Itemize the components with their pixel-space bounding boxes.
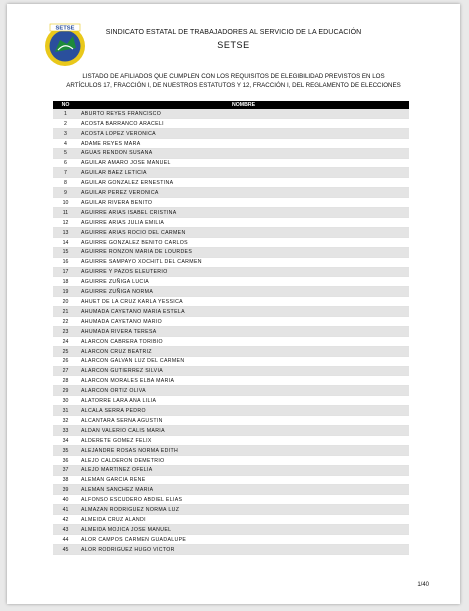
table-row <box>53 317 409 327</box>
table-row <box>53 268 409 278</box>
table-row <box>53 307 409 317</box>
page-number: 1/40 <box>417 582 429 588</box>
row-number: 18 <box>62 279 69 286</box>
row-name: AGUIRRE ARIAS ISABEL CRISTINA <box>81 209 177 216</box>
table-row <box>53 367 409 377</box>
row-number: 20 <box>62 299 69 306</box>
table-row <box>53 485 409 495</box>
table-row <box>53 178 409 188</box>
row-number: 2 <box>64 120 67 127</box>
row-name: AGUAS RENDON SUSANA <box>81 150 153 157</box>
table-row <box>53 119 409 129</box>
table-row <box>53 327 409 337</box>
table-header <box>53 101 409 109</box>
row-name: ALARCON MORALES ELBA MARIA <box>81 378 175 385</box>
row-number: 32 <box>62 417 69 424</box>
row-name: AGUILAR GONZALEZ ERNESTINA <box>81 180 174 187</box>
svg-text:SETSE: SETSE <box>55 25 75 32</box>
row-name: ALMEIDA CRUZ ALANDI <box>81 516 146 523</box>
document-title <box>37 72 430 90</box>
table-row <box>53 505 409 515</box>
table-row <box>53 188 409 198</box>
row-number: 17 <box>62 269 69 276</box>
row-number: 25 <box>62 348 69 355</box>
table-row <box>53 347 409 357</box>
table-row <box>53 168 409 178</box>
row-number: 13 <box>62 229 69 236</box>
row-name: AGUIRRE ARIAS ROCIO DEL CARMEN <box>81 229 186 236</box>
table-row <box>53 297 409 307</box>
row-number: 5 <box>64 150 67 157</box>
row-name: AHUMADA CAYETANO MARIA ESTELA <box>81 308 185 315</box>
row-name: ALEMAN SANCHEZ MARIA <box>81 487 154 494</box>
row-name: AGUIRRE Y PAZOS ELEUTERIO <box>81 269 168 276</box>
row-name: AGUIRRE RONZON MARIA DE LOURDES <box>81 249 193 256</box>
table-row <box>53 446 409 456</box>
table-row <box>53 476 409 486</box>
table-row <box>53 396 409 406</box>
row-name: ABURTO REYES FRANCISCO <box>81 110 162 117</box>
row-number: 43 <box>62 526 69 533</box>
row-name: ADAME REYES MARA <box>81 140 141 147</box>
row-name: AGUILAR RIVERA BENITO <box>81 199 153 206</box>
table-row <box>53 287 409 297</box>
table-row <box>53 139 409 149</box>
row-number: 41 <box>62 507 69 514</box>
row-number: 26 <box>62 358 69 365</box>
row-number: 23 <box>62 328 69 335</box>
row-number: 22 <box>62 318 69 325</box>
row-number: 33 <box>62 427 69 434</box>
row-number: 12 <box>62 219 69 226</box>
row-name: ALARCON GUTIERREZ SILVIA <box>81 368 164 375</box>
row-number: 37 <box>62 467 69 474</box>
row-number: 38 <box>62 477 69 484</box>
table-row <box>53 208 409 218</box>
table-row <box>53 258 409 268</box>
row-name: AGUILAR PEREZ VERONICA <box>81 190 159 197</box>
table-row <box>53 129 409 139</box>
table-row <box>53 149 409 159</box>
row-name: ALMEIDA MOJICA JOSE MANUEL <box>81 526 172 533</box>
table-row <box>53 357 409 367</box>
table-row <box>53 238 409 248</box>
table-row <box>53 198 409 208</box>
affiliates-table <box>53 101 409 555</box>
row-name: ACOSTA LOPEZ VERONICA <box>81 130 156 137</box>
row-name: ALOR CAMPOS CARMEN GUADALUPE <box>81 536 187 543</box>
table-row <box>53 436 409 446</box>
row-name: AGUIRRE ARIAS JULIA EMILIA <box>81 219 165 226</box>
row-number: 6 <box>64 160 67 167</box>
row-name: ALARCON ORTIZ OLIVA <box>81 388 146 395</box>
row-name: ALEJO CALDERON DEMETRIO <box>81 457 165 464</box>
row-name: AGUIRRE ZUÑIGA LUCIA <box>81 279 150 286</box>
organization-acronym: SETSE <box>217 40 250 50</box>
row-number: 8 <box>64 180 67 187</box>
table-row <box>53 515 409 525</box>
row-number: 34 <box>62 437 69 444</box>
row-name: AGUIRRE SAMPAYO XOCHITL DEL CARMEN <box>81 259 202 266</box>
row-number: 11 <box>62 209 69 216</box>
row-name: ACOSTA BARRANCO ARACELI <box>81 120 164 127</box>
row-name: ALEJO MARTINEZ OFELIA <box>81 467 153 474</box>
row-name: ALCALA SERRA PEDRO <box>81 407 146 414</box>
row-number: 31 <box>62 407 69 414</box>
table-row <box>53 456 409 466</box>
row-name: AHUET DE LA CRUZ KARLA YESSICA <box>81 299 183 306</box>
table-row <box>53 337 409 347</box>
row-number: 3 <box>64 130 67 137</box>
row-number: 36 <box>62 457 69 464</box>
document-page <box>7 4 460 604</box>
row-number: 35 <box>62 447 69 454</box>
row-name: AGUIRRE ZUÑIGA NORMA <box>81 289 154 296</box>
row-number: 45 <box>62 546 69 553</box>
table-row <box>53 495 409 505</box>
column-header-name: NOMBRE <box>231 102 256 108</box>
row-number: 15 <box>62 249 69 256</box>
row-name: ALMAZAN RODRIGUEZ NORMA LUZ <box>81 507 180 514</box>
row-name: AHUMADA RIVERA TERESA <box>81 328 157 335</box>
row-number: 19 <box>62 289 69 296</box>
row-name: AGUIRRE GONZALEZ BENITO CARLOS <box>81 239 188 246</box>
table-row <box>53 545 409 555</box>
table-row <box>53 228 409 238</box>
row-name: ALDAN VALERIO CALIS MARIA <box>81 427 165 434</box>
row-number: 14 <box>62 239 69 246</box>
row-name: ALDERETE GOMEZ FELIX <box>81 437 152 444</box>
table-row <box>53 376 409 386</box>
row-name: ALFONSO ESCUDERO ABDIEL ELIAS <box>81 497 183 504</box>
table-row <box>53 248 409 258</box>
row-number: 4 <box>64 140 67 147</box>
table-row <box>53 277 409 287</box>
row-name: ALATORRE LARA ANA LILIA <box>81 398 157 405</box>
row-name: ALARCON GALVAN LUZ DEL CARMEN <box>81 358 185 365</box>
table-row <box>53 426 409 436</box>
row-number: 10 <box>62 199 69 206</box>
table-body <box>53 109 409 555</box>
row-number: 21 <box>62 308 69 315</box>
row-number: 9 <box>64 190 67 197</box>
table-row <box>53 416 409 426</box>
row-number: 42 <box>62 516 69 523</box>
document-title-line2: ARTÍCULOS 17, FRACCIÓN I, DE NUESTROS ESTATUTOS Y 12, FRACCIÓN I, DEL REGLAMENTO DE ELECCIONES <box>66 82 401 89</box>
column-header-no: NO <box>61 102 70 108</box>
row-number: 1 <box>64 110 67 117</box>
row-number: 44 <box>62 536 69 543</box>
document-title-line1: LISTADO DE AFILIADOS QUE CUMPLEN CON LOS REQUISITOS DE ELEGIBILIDAD PREVISTOS EN LOS <box>82 73 385 80</box>
row-name: ALARCON CABRERA TORIBIO <box>81 338 163 345</box>
table-row <box>53 218 409 228</box>
row-name: AGUILAR AMARO JOSE MANUEL <box>81 160 171 167</box>
row-name: ALARCON CRUZ BEATRIZ <box>81 348 152 355</box>
row-number: 7 <box>64 170 67 177</box>
table-row <box>53 535 409 545</box>
table-row <box>53 525 409 535</box>
row-number: 29 <box>62 388 69 395</box>
table-row <box>53 159 409 169</box>
row-name: AHUMADA CAYETANO MARIO <box>81 318 163 325</box>
table-row <box>53 466 409 476</box>
table-row <box>53 109 409 119</box>
row-name: ALCANTARA SERNA AGUSTIN <box>81 417 163 424</box>
row-name: ALOR RODRIGUEZ HUGO VICTOR <box>81 546 175 553</box>
row-number: 28 <box>62 378 69 385</box>
row-number: 16 <box>62 259 69 266</box>
organization-name: SINDICATO ESTATAL DE TRABAJADORES AL SERVICIO DE LA EDUCACIÓN <box>105 29 362 36</box>
row-number: 24 <box>62 338 69 345</box>
row-number: 30 <box>62 398 69 405</box>
row-number: 40 <box>62 497 69 504</box>
table-row <box>53 406 409 416</box>
row-name: ALEJANDRE ROSAS NORMA EDITH <box>81 447 179 454</box>
row-name: AGUILAR BAEZ LETICIA <box>81 170 147 177</box>
row-number: 27 <box>62 368 69 375</box>
row-name: ALEMAN GARCIA RENE <box>81 477 146 484</box>
row-number: 39 <box>62 487 69 494</box>
table-row <box>53 386 409 396</box>
